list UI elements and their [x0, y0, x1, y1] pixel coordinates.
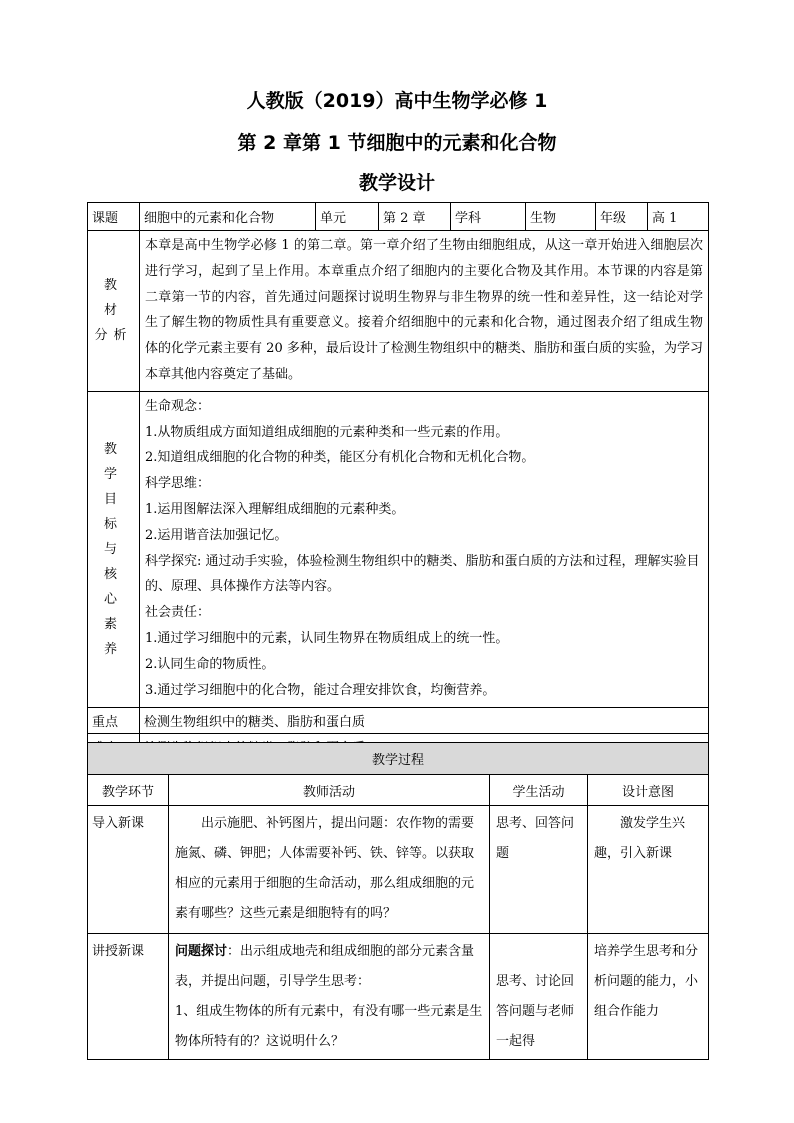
document-title-line2: 第 2 章第 1 节细胞中的元素和化合物 [237, 132, 557, 154]
goal-line: 1.运用图解法深入理解组成细胞的元素种类。 [145, 501, 405, 517]
column-header-teacher: 教师活动 [169, 775, 490, 806]
subject-label: 学科 [451, 203, 526, 231]
design-intent-lecture: 培养学生思考和分析问题的能力，小组合作能力 [588, 934, 709, 1060]
process-header: 教学过程 [88, 743, 709, 775]
stage-intro: 导入新课 [88, 806, 169, 934]
key-point-value: 检测生物组织中的糖类、脂肪和蛋白质 [140, 708, 709, 734]
goal-line: 科学思维： [145, 476, 211, 492]
stage-lecture: 讲授新课 [88, 934, 169, 1060]
goals-content [140, 391, 709, 708]
column-header-intent: 设计意图 [588, 775, 709, 806]
document-title-line1: 人教版（2019）高中生物学必修 1 [246, 90, 548, 112]
column-header-student: 学生活动 [490, 775, 588, 806]
analysis-label: 教 材 分析 [88, 231, 140, 392]
goals-label: 教 学 目 标 与 核 心 素 养 [88, 391, 140, 708]
unit-label: 单元 [316, 203, 379, 231]
student-activity-lecture: 思考、讨论回答问题与老师一起得 [490, 934, 588, 1060]
document-title-line3: 教学设计 [358, 172, 435, 194]
goal-line: 1.通过学习细胞中的元素，认同生物界在物质组成上的统一性。 [145, 630, 509, 646]
grade-value: 高 1 [648, 203, 709, 231]
grade-label: 年级 [596, 203, 648, 231]
teacher-activity-lecture [169, 934, 490, 1060]
goal-line: 1.从物质组成方面知道组成细胞的元素种类和一些元素的作用。 [145, 424, 509, 440]
goal-line: 2.运用谐音法加强记忆。 [145, 527, 288, 543]
column-header-stage: 教学环节 [88, 775, 169, 806]
problem-exploration-label: 问题探讨 [175, 944, 228, 959]
teaching-process-table [87, 742, 709, 1060]
unit-value: 第 2 章 [379, 203, 451, 231]
goal-line: 科学探究: 通过动手实验，体验检测生物组织中的糖类、脂肪和蛋白质的方法和过程，理解实验目的、原理、具体操作方法等内容。 [145, 553, 700, 595]
design-intent-intro: 激发学生兴趣，引入新课 [588, 806, 709, 934]
teacher-activity-intro: 出示施肥、补钙图片，提出问题：农作物的需要施氮、磷、钾肥；人体需要补钙、铁、锌等。以获取相应的元素用于细胞的生命活动，那么组成细胞的元素有哪些？这些元素是细胞特有的吗？ [169, 806, 490, 934]
goal-line: 社会责任： [145, 605, 211, 621]
goal-line: 3.通过学习细胞中的化合物，能过合理安排饮食，均衡营养。 [145, 682, 496, 698]
teacher-question-1: 1、组成生物体的所有元素中，有没有哪一些元素是生物体所特有的？这说明什么？ [175, 1004, 483, 1049]
student-activity-intro: 思考、回答问题 [490, 806, 588, 934]
goal-line: 2.认同生命的物质性。 [145, 656, 275, 672]
analysis-text: 本章是高中生物学必修 1 的第二章。第一章介绍了生物由细胞组成，从这一章开始进入细胞层次进行学习，起到了呈上作用。本章重点介绍了细胞内的主要化合物及其作用。本节课的内容是第二章第一节的内容，首先通过问题探讨说明生物界与非生物界的统一性和差异性，这一结论对学生了解生物的物质性具有重要意义。接着介绍细胞中的元素和化合物，通过图表介绍了组成生物体的化学元素主要有 20 多种，最后设计了检测生物组织中的糖类、脂肪和蛋白质的实验，为学习本章其他内容奠定了基础。 [140, 231, 709, 392]
subject-value: 生物 [526, 203, 596, 231]
teacher-activity-lecture-text: ：出示组成地壳和组成细胞的部分元素含量表，并提出问题，引导学生思考： [175, 944, 475, 989]
goal-line: 生命观念： [145, 398, 211, 414]
lesson-info-table [87, 202, 709, 760]
course-label: 课题 [88, 203, 140, 231]
goal-line: 2.知道组成细胞的化合物的种类，能区分有机化合物和无机化合物。 [145, 450, 535, 466]
key-point-label: 重点 [88, 708, 140, 734]
course-value: 细胞中的元素和化合物 [140, 203, 316, 231]
